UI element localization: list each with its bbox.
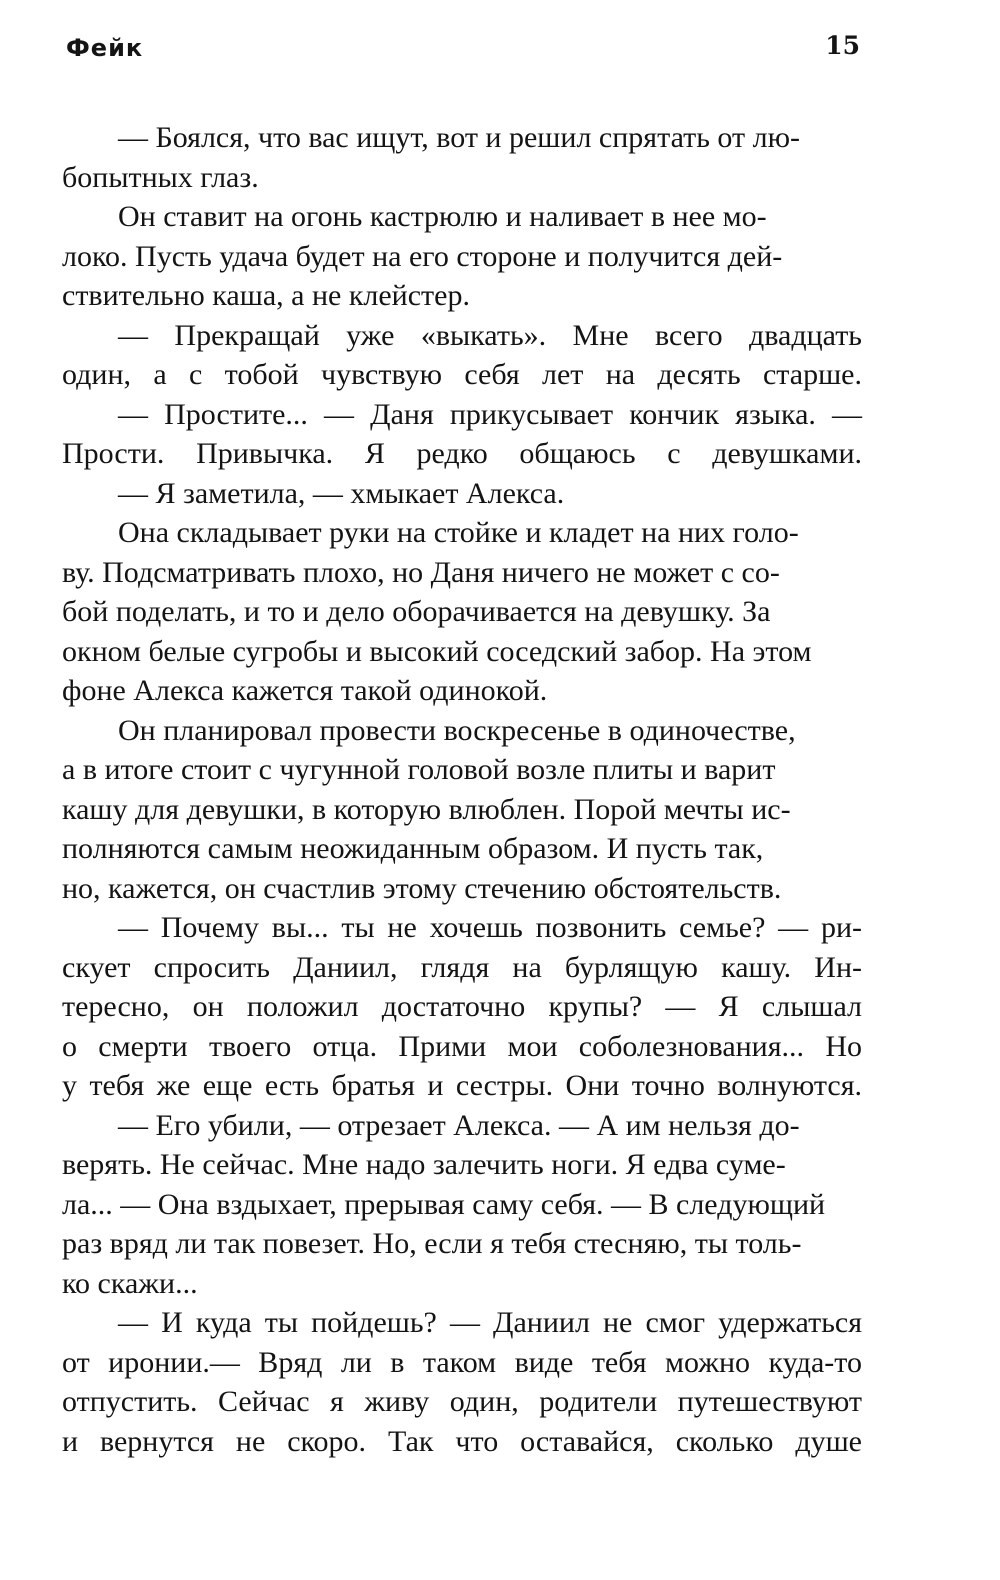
text-line: а в итоге стоит с чугунной головой возле плиты и варит (62, 753, 776, 786)
text-line: скует спросить Даниил, глядя на бурлящую кашу. Ин- (62, 950, 862, 984)
text-line: локо. Пусть удача будет на его стороне и получится дей- (62, 239, 783, 273)
text-line: бопытных глаз. (62, 160, 259, 194)
text-line: Он ставит на огонь кастрюлю и наливает в нее мо- (118, 200, 767, 233)
text-line: Он планировал провести воскресенье в одиночестве, (118, 713, 796, 747)
text-line: Она складывает руки на стойке и кладет на них голо- (118, 516, 799, 549)
running-title: Фейк (66, 34, 144, 62)
text-line: ко скажи... (62, 1266, 198, 1300)
text-line: ву. Подсматривать плохо, но Даня ничего не может с со- (62, 555, 780, 589)
paragraph (62, 513, 862, 711)
text-line: ствительно каша, а не клейстер. (62, 279, 470, 312)
text-line: фоне Алекса кажется такой одинокой. (62, 674, 548, 707)
paragraph (62, 1303, 862, 1461)
paragraph (62, 474, 862, 514)
text-line: — Его убили, — отрезает Алекса. — А им нельзя до- (118, 1108, 800, 1142)
paragraph (62, 711, 862, 909)
text-line: — Простите... — Даня прикусывает кончик языка. — (118, 397, 862, 431)
text-line: но, кажется, он счастлив этому стечению обстоятельств. (62, 871, 782, 905)
text-line: от иронии.— Вряд ли в таком виде тебя можно куда-то (62, 1345, 862, 1379)
text-line: — Почему вы... ты не хочешь позвонить семье? — ри- (118, 911, 862, 944)
text-line: верять. Не сейчас. Мне надо залечить ноги. Я едва суме- (62, 1148, 786, 1181)
text-line: ла... — Она вздыхает, прерывая саму себя. — В следующий (62, 1187, 826, 1221)
text-line: — Я заметила, — хмыкает Алекса. (118, 476, 565, 510)
paragraph (62, 908, 862, 1106)
text-line: кашу для девушки, в которую влюблен. Порой мечты ис- (62, 792, 791, 826)
paragraph (62, 118, 862, 197)
text-line: один, а с тобой чувствую себя лет на десять старше. (62, 358, 862, 391)
text-line: — Прекращай уже «выкать». Мне всего двадцать (118, 318, 862, 352)
text-line: отпустить. Сейчас я живу один, родители путешествуют (62, 1385, 862, 1418)
text-line: о смерти твоего отца. Прими мои соболезнования... Но (62, 1029, 862, 1063)
text-line: Прости. Привычка. Я редко общаюсь с девушками. (62, 437, 862, 470)
body-text (62, 118, 862, 1461)
text-line: раз вряд ли так повезет. Но, если я тебя стесняю, ты толь- (62, 1227, 802, 1260)
text-line: и вернутся не скоро. Так что оставайся, сколько душе (62, 1424, 862, 1458)
text-line: окном белые сугробы и высокий соседский забор. На этом (62, 634, 812, 668)
text-line: полняются самым неожиданным образом. И пусть так, (62, 832, 764, 865)
page-number: 15 (825, 31, 860, 60)
text-line: — И куда ты пойдешь? — Даниил не смог удержаться (118, 1306, 862, 1339)
paragraph (62, 395, 862, 474)
paragraph (62, 197, 862, 316)
text-line: у тебя же еще есть братья и сестры. Они точно волнуются. (62, 1069, 862, 1102)
text-line: — Боялся, что вас ищут, вот и решил спрятать от лю- (118, 121, 800, 154)
paragraph (62, 1106, 862, 1304)
text-line: тересно, он положил достаточно крупы? — Я слышал (62, 990, 862, 1023)
text-line: бой поделать, и то и дело оборачивается на девушку. За (62, 595, 771, 628)
paragraph (62, 316, 862, 395)
